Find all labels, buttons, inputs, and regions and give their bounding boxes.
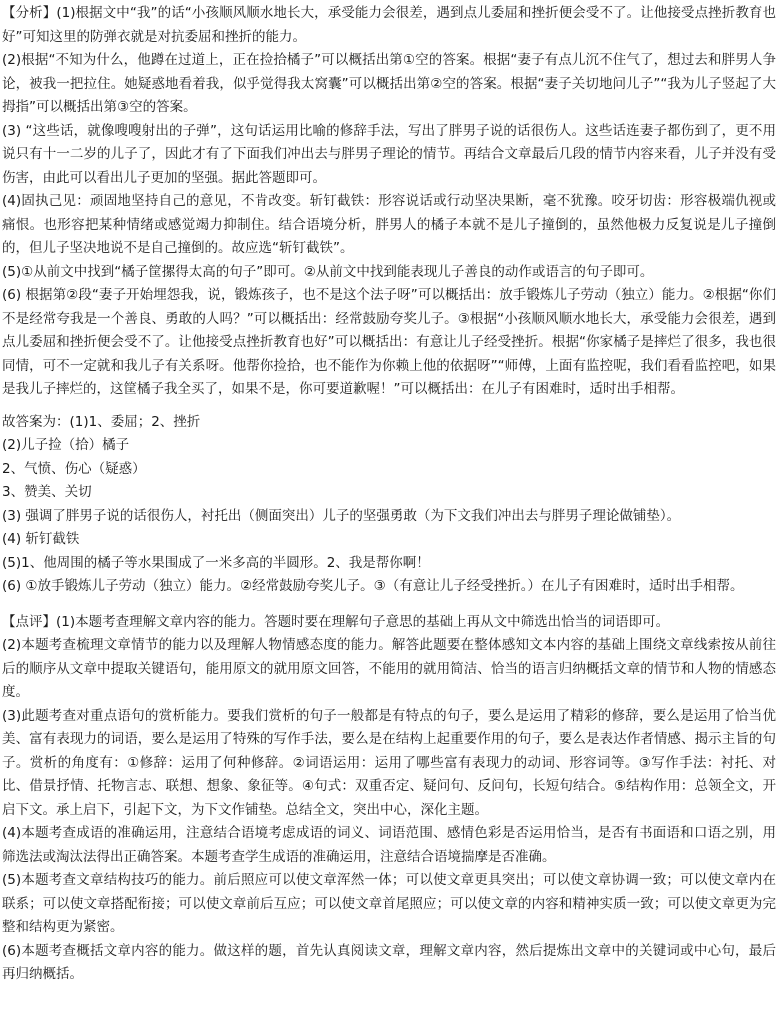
answer-line-5: (3) 强调了胖男子说的话很伤人，衬托出（侧面突出）儿子的坚强勇敢（为下文我们冲出去与胖男子理论做铺垫）。 <box>2 507 681 524</box>
comment-item-6: (6)本题考查概括文章内容的能力。做这样的题，首先认真阅读文章，理解文章内容，然后提炼出文章中的关键词或中心句，最后再归纳概括。 <box>2 942 776 982</box>
analysis-item-6: (6) 根据第②段“妻子开始埋怨我，说，锻炼孩子，也不是这个法子呀”可以概括出：放手锻炼儿子劳动（独立）能力。②根据“你们不是经常夸我是一个善良、勇敢的人吗？”可以概括出：经常鼓励夸奖儿子。③根据“小孩顺风顺水地长大，承受能力会很差，遇到点儿委屈和挫折便会受不了。让他接受点挫折教育也好”可以概括出：有意让儿子经受挫折。根据“你家橘子是摔烂了很多，我也很同情，可不一定就和我儿子有关系呀。他帮你捡拾，也不能作为你赖上他的依据呀”“师傅，上面有监控呢，我们看看监控吧，如果是我儿子摔烂的，这筐橘子我全买了，如果不是，你可要道歉喔！”可以概括出：在儿子有困难时，适时出手相帮。 <box>2 287 776 397</box>
answer-line-7: (5)1、他周围的橘子等水果围成了一米多高的半圆形。2、我是帮你啊！ <box>2 554 430 571</box>
answer-line-2: (2)儿子捡（拾）橘子 <box>2 437 130 453</box>
answer-line-6: (4) 斩钉截铁 <box>2 531 80 547</box>
analysis-item-1: 【分析】(1)根据文中“我”的话“小孩顺风顺水地长大，承受能力会很差，遇到点儿委屈和挫折便会受不了。让他接受点挫折教育也好”可知这里的防弹衣就是对抗委屈和挫折的能力。 <box>2 5 776 45</box>
answer-line-1: 故答案为：(1)1、委屈；2、挫折 <box>2 413 201 430</box>
analysis-item-4: (4)固执己见：顽固地坚持自己的意见，不肯改变。斩钉截铁：形容说话或行动坚决果断，毫不犹豫。咬牙切齿：形容极端仇视或痛恨。也形容把某种情绪或感觉竭力抑制住。结合语境分析，胖男人的橘子本就不是儿子撞倒的，虽然他极力反复说是儿子撞倒的，但儿子坚决地说不是自己撞倒的。故应选“斩钉截铁”。 <box>2 193 776 256</box>
analysis-item-2: (2)根据“不知为什么，他蹲在过道上，正在捡拾橘子”可以概括出第①空的答案。根据“妻子有点儿沉不住气了，想过去和胖男人争论，被我一把拉住。她疑惑地看着我，似乎觉得我太窝囊”可以概括出第②空的答案。根据“妻子关切地问儿子”“我为儿子竖起了大拇指”可以概括出第③空的答案。 <box>2 52 776 115</box>
section-spacer <box>2 599 776 611</box>
comment-item-5: (5)本题考查文章结构技巧的能力。前后照应可以使文章浑然一体；可以使文章更具突出；可以使文章协调一致；可以使文章内在联系；可以使文章搭配衔接；可以使文章前后互应；可以使文章首尾照应；可以使文章的内容和精神实质一致；可以使文章更为完整和结构更为紧密。 <box>2 872 776 935</box>
comment-item-4: (4)本题考查成语的准确运用，注意结合语境考虑成语的词义、词语范围、感情色彩是否运用恰当，是否有书面语和口语之别，用筛选法或淘汰法得出正确答案。本题考查学生成语的准确运用，注意结合语境揣摩是否准确。 <box>2 825 776 865</box>
comment-section <box>2 611 776 987</box>
answer-line-4: 3、赞美、关切 <box>2 484 92 500</box>
comment-item-1: 【点评】(1)本题考查理解文章内容的能力。答题时要在理解句子意思的基础上再从文中筛选出恰当的词语即可。 <box>2 613 670 630</box>
section-spacer <box>2 402 776 411</box>
comment-item-2: (2)本题考查梳理文章情节的能力以及理解人物情感态度的能力。解答此题要在整体感知文本内容的基础上围绕文章线索按从前往后的顺序从文章中提取关键语句，能用原文的就用原文回答，不能用的就用简洁、恰当的语言归纳概括文章的情节和人物的情感态度。 <box>2 637 776 700</box>
analysis-section <box>2 2 776 402</box>
analysis-item-3: (3) “这些话，就像嗖嗖射出的子弹”，这句话运用比喻的修辞手法，写出了胖男子说的话很伤人。这些话连妻子都伤到了，更不用说只有十一二岁的儿子了，因此才有了下面我们冲出去与胖男子理论的情节。再结合文章最后几段的情节内容来看，儿子并没有受伤害，由此可以看出儿子更加的坚强。据此答题即可。 <box>2 122 776 186</box>
comment-item-3: (3)此题考查对重点语句的赏析能力。要我们赏析的句子一般都是有特点的句子，要么是运用了精彩的修辞，要么是运用了恰当优美、富有表现力的词语，要么是运用了特殊的写作手法，要么是在结构上起重要作用的句子，要么是表达作者情感、揭示主旨的句子。赏析的角度有：①修辞：运用了何种修辞。②词语运用：运用了哪些富有表现力的动词、形容词等。③写作手法：衬托、对比、借景抒情、托物言志、联想、想象、象征等。④句式：双重否定、疑问句、反问句，长短句结合。⑤结构作用：总领全文，开启下文。承上启下，引起下文，为下文作铺垫。总结全文，突出中心，深化主题。 <box>2 707 776 818</box>
answer-line-8: (6) ①放手锻炼儿子劳动（独立）能力。②经常鼓励夸奖儿子。③（有意让儿子经受挫折。）在儿子有困难时，适时出手相帮。 <box>2 578 744 594</box>
analysis-item-5: (5)①从前文中找到“橘子筐摞得太高的句子”即可。②从前文中找到能表现儿子善良的动作或语言的句子即可。 <box>2 263 654 280</box>
answer-section <box>2 411 776 599</box>
answer-line-3: 2、气愤、伤心（疑惑） <box>2 460 146 477</box>
